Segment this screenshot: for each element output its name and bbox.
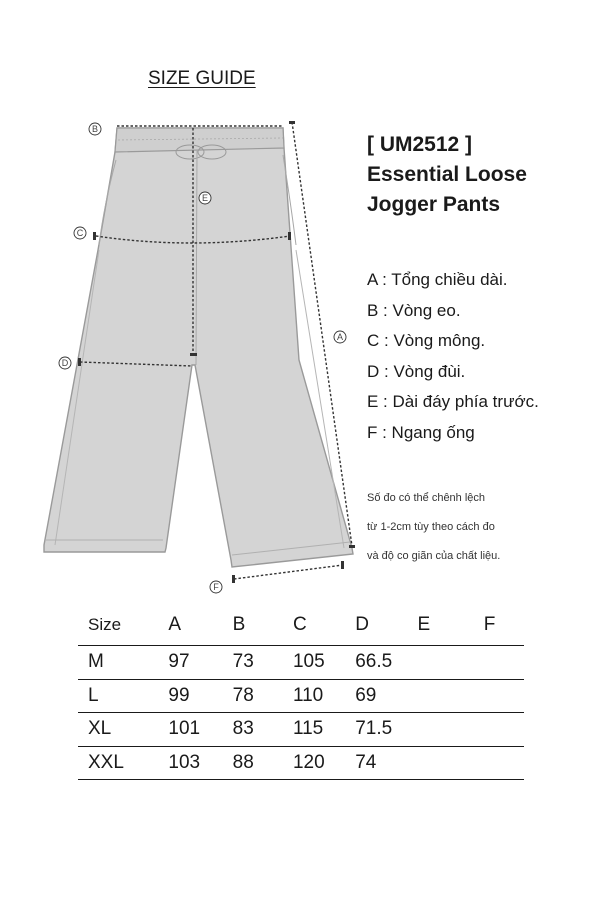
cell-c: 115 — [292, 718, 324, 740]
header-e: E — [417, 614, 431, 635]
cell-f — [484, 746, 524, 780]
cell-e — [417, 646, 483, 680]
measurement-note — [367, 484, 500, 571]
header-f: F — [483, 614, 496, 635]
cell-e — [417, 746, 483, 780]
product-code: [ UM2512 ] — [367, 133, 473, 156]
legend-item-b: B : Vòng eo. — [367, 300, 461, 320]
cell-d: 66.5 — [355, 651, 393, 673]
label-f: F — [213, 582, 219, 592]
note-line-3: và độ co giãn của chất liệu. — [367, 550, 501, 562]
header-size: Size — [88, 615, 122, 634]
cell-c: 120 — [292, 751, 325, 773]
legend-item-d: D : Vòng đùi. — [367, 361, 466, 381]
product-name-line1: Essential Loose — [367, 163, 527, 186]
cell-f — [484, 713, 524, 747]
note-line-2: từ 1-2cm tùy theo cách đo — [367, 521, 495, 533]
cell-a: 97 — [168, 651, 190, 673]
pants-silhouette — [44, 128, 353, 567]
cell-b: 73 — [232, 651, 254, 673]
measurement-legend — [367, 265, 539, 448]
table-row — [78, 646, 524, 680]
size-guide-title: SIZE GUIDE — [148, 68, 256, 89]
label-d: D — [61, 358, 69, 368]
legend-item-a: A : Tổng chiều dài. — [367, 270, 508, 289]
legend-item-f: F : Ngang ống — [367, 422, 475, 442]
cell-f — [484, 646, 524, 680]
label-c: C — [76, 228, 84, 238]
label-b: B — [91, 124, 99, 134]
cell-a: 101 — [168, 718, 201, 740]
size-table — [78, 605, 524, 780]
table-row — [78, 679, 524, 713]
legend-item-c: C : Vòng mông. — [367, 331, 486, 350]
label-e: E — [201, 193, 209, 203]
cell-size: M — [88, 651, 104, 673]
note-line-1: Số đo có thể chênh lệch — [367, 492, 486, 504]
label-a: A — [336, 332, 344, 342]
cell-e — [417, 713, 483, 747]
cell-b: 78 — [232, 684, 254, 706]
cell-a: 103 — [168, 751, 201, 773]
table-row — [78, 746, 524, 780]
product-info — [367, 130, 527, 220]
table-header-row — [78, 605, 524, 646]
header-b: B — [232, 614, 246, 635]
measure-f — [210, 561, 344, 593]
cell-size: L — [88, 684, 99, 706]
cell-d: 69 — [355, 684, 377, 706]
cell-size: XXL — [88, 751, 124, 773]
cell-size: XL — [88, 718, 112, 740]
header-d: D — [355, 614, 369, 635]
cell-e — [417, 679, 483, 713]
cell-b: 83 — [232, 718, 254, 740]
header-c: C — [292, 614, 307, 635]
cell-b: 88 — [232, 751, 254, 773]
product-name-line2: Jogger Pants — [367, 193, 501, 216]
table-row — [78, 713, 524, 747]
cell-d: 71.5 — [355, 718, 393, 740]
cell-c: 105 — [292, 651, 325, 673]
cell-a: 99 — [168, 684, 190, 706]
header-a: A — [168, 614, 182, 635]
cell-c: 110 — [292, 684, 324, 706]
cell-f — [484, 679, 524, 713]
legend-item-e: E : Dài đáy phía trước. — [367, 392, 539, 411]
cell-d: 74 — [355, 751, 377, 773]
